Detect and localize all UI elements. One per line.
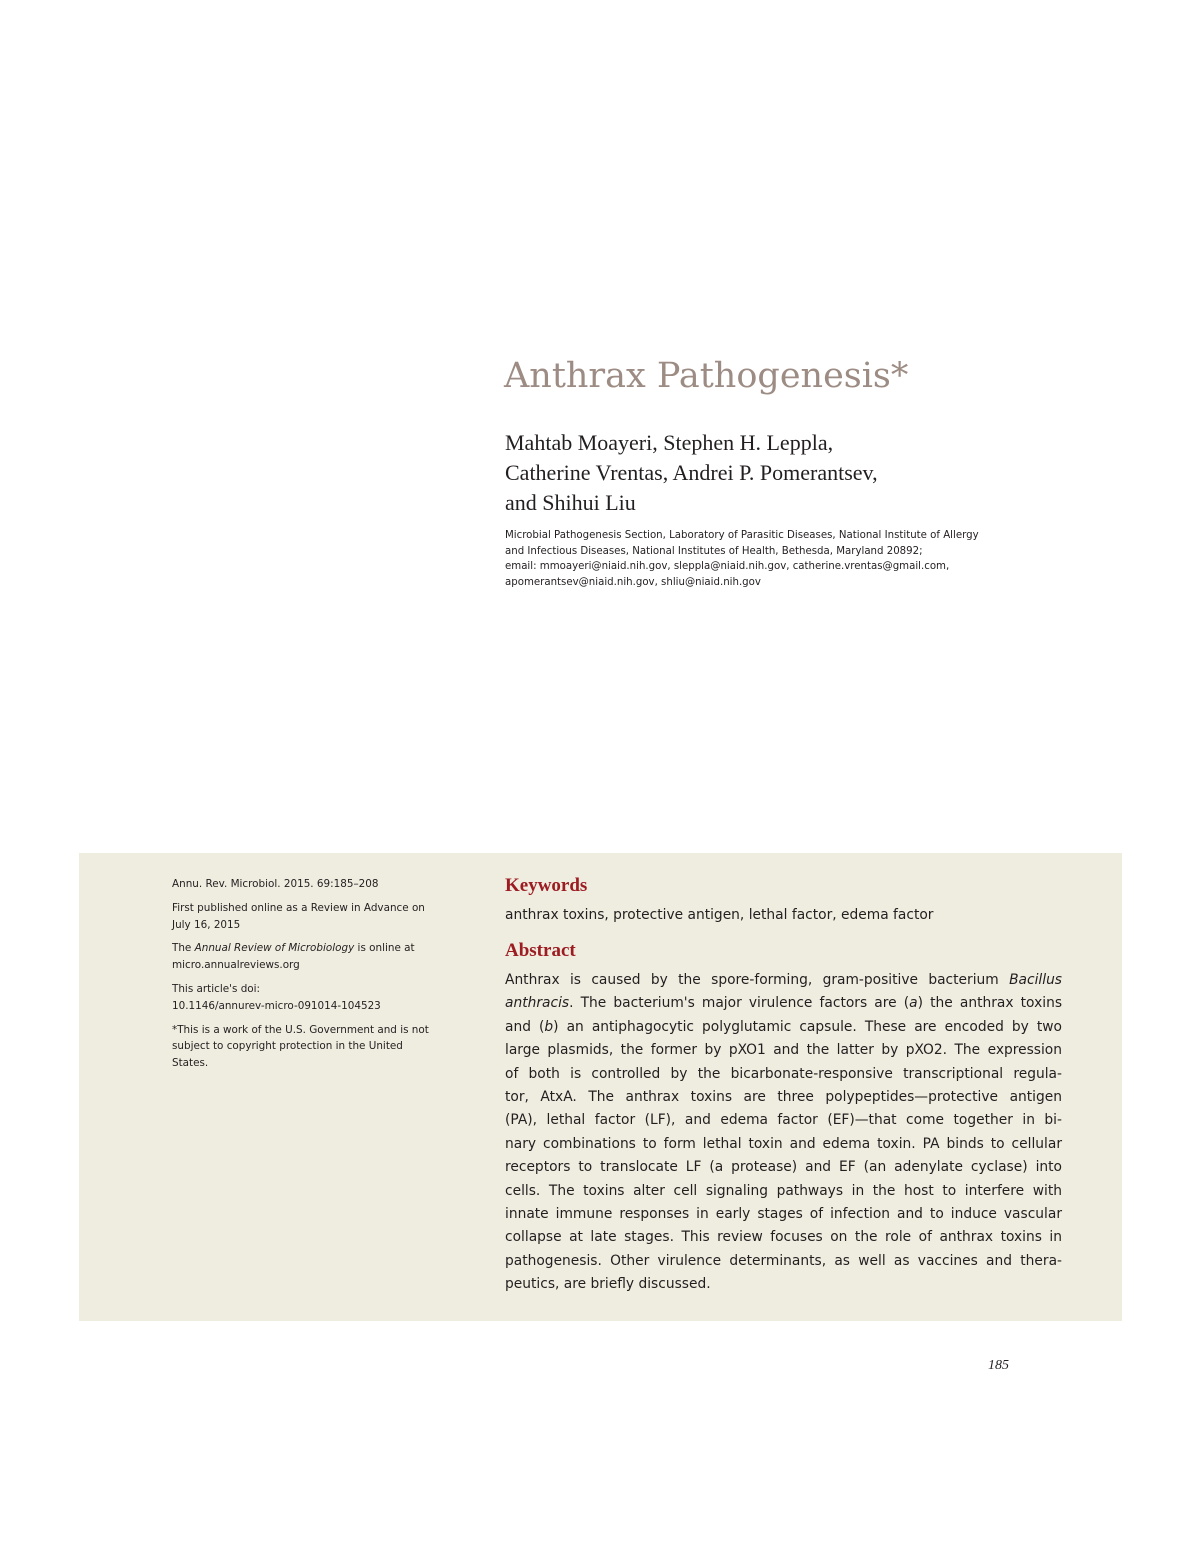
- published-note: First published online as a Review in Advance on July 16, 2015: [172, 901, 425, 931]
- keywords-text: anthrax toxins, protective antigen, lethal factor, edema factor: [505, 907, 934, 923]
- journal-name: Annual Review of Microbiology: [194, 942, 355, 955]
- online-note: The Annual Review of Microbiology is online at micro.annualreviews.org: [172, 940, 472, 974]
- keywords-heading: Keywords: [505, 875, 588, 896]
- affiliation-line: Microbial Pathogenesis Section, Laboratory of Parasitic Diseases, National Institute of Allergy: [505, 530, 979, 541]
- journal-url[interactable]: micro.annualreviews.org: [172, 959, 300, 972]
- abstract-heading: Abstract: [505, 940, 576, 961]
- main-column: [505, 872, 1062, 1297]
- author-line: and Shihui Liu: [505, 490, 636, 515]
- article-title: Anthrax Pathogenesis*: [504, 356, 909, 396]
- copyright-note: *This is a work of the U.S. Government and is not subject to copyright protection in the United States.: [172, 1023, 429, 1070]
- author-line: Mahtab Moayeri, Stephen H. Leppla,: [505, 430, 834, 455]
- author-line: Catherine Vrentas, Andrei P. Pomerantsev,: [505, 460, 878, 485]
- affiliation: [505, 528, 1065, 590]
- affiliation-line: and Infectious Diseases, National Institutes of Health, Bethesda, Maryland 20892;: [505, 545, 923, 557]
- abstract-text: Anthrax is caused by the spore-forming, gram-positive bacterium Bacillus anthracis. The bacterium's major virulence factors are (a) the anthrax toxins and (b) an antiphagocytic polyglutamic capsule. These are encoded by two large plasmids, the former by pXO1 and the latter by pXO2. The expression of both is controlled by the bicarbonate-responsive transcriptional regula- tor, AtxA. The anthrax toxins are three polypeptides—protective antigen (PA), lethal factor (LF), and edema factor (EF)—that come together in bi- nary combinations to form lethal toxin and edema toxin. PA binds to cellular receptors to translocate LF (a protease) and EF (an adenylate cyclase) into cells. The toxins alter cell signaling pathways in the host to interfere with innate immune responses in early stages of infection and to induce vascular collapse at late stages. This review focuses on the role of anthrax toxins in pathogenesis. Other virulence determinants, as well as vaccines and thera- peutics, are briefly discussed.: [505, 972, 1063, 1293]
- citation: Annu. Rev. Microbiol. 2015. 69:185–208: [172, 878, 379, 890]
- affiliation-emails: email: mmoayeri@niaid.nih.gov, sleppla@niaid.nih.gov, catherine.vrentas@gmail.com,: [505, 561, 950, 573]
- affiliation-emails: apomerantsev@niaid.nih.gov, shliu@niaid.nih.gov: [505, 576, 761, 588]
- sidebar-metadata: [172, 876, 472, 1079]
- doi-note: This article's doi: 10.1146/annurev-micro-091014-104523: [172, 981, 472, 1015]
- author-list: [505, 428, 1065, 518]
- page-number: 185: [988, 1358, 1009, 1373]
- doi-link[interactable]: 10.1146/annurev-micro-091014-104523: [172, 999, 381, 1012]
